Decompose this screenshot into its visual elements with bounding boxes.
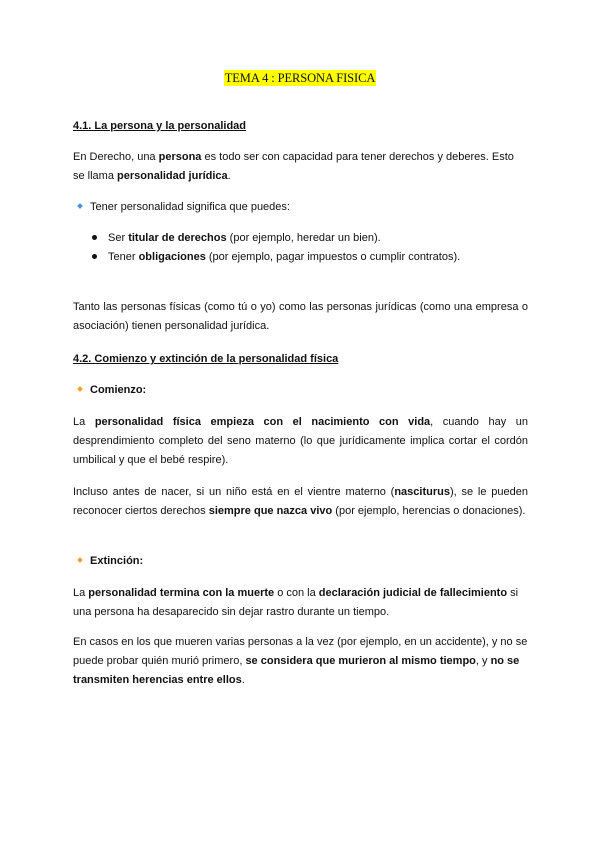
text: En Derecho, una [73,151,159,163]
subheading-extincion [78,552,143,571]
bold-text: siempre que nazca vivo [208,505,333,517]
subheading-text: Comienzo: [90,384,147,396]
text: La [73,416,95,428]
dot-bullet-icon [92,254,97,259]
document-title: TEMA 4 : PERSONA FISICA [224,71,376,85]
bold-text: titular de derechos [128,232,227,244]
text: si una persona ha desaparecido sin dejar rastro durante un tiempo. [73,587,519,618]
text: o con la [274,587,319,599]
paragraph-nacimiento [73,413,528,470]
text: es todo ser con capacidad para tener derechos y deberes. Esto se llama [73,151,514,182]
bold-text: obligaciones [138,251,206,263]
text: . [241,674,245,686]
text: Ser [108,232,129,244]
bold-text: declaración judicial de fallecimiento [318,587,508,599]
bold-text: persona [158,151,202,163]
dot-bullet-icon [92,235,97,240]
diamond-bullet-icon [77,557,83,563]
list-item [92,229,381,248]
paragraph-nasciturus [73,483,528,521]
bold-text: personalidad física empieza con el nacimiento con vida [94,416,431,428]
paragraph-persona [73,148,528,186]
section-heading-4-2: 4.2. Comienzo y extinción de la personalidad física [73,353,339,365]
bullet-personalidad [78,198,290,217]
text: La [73,587,89,599]
text: . [227,170,231,182]
text: ), se le pueden reconocer ciertos derechos [73,486,528,517]
diamond-bullet-icon [77,203,83,209]
paragraph-muerte [73,584,528,622]
bold-text: personalidad termina con la muerte [88,587,275,599]
title-block [0,69,600,87]
bold-text: nasciturus [394,486,450,498]
bullet-text: Tener personalidad significa que puedes: [90,201,290,213]
text: Tener [108,251,139,263]
subheading-comienzo [78,381,146,400]
bold-text: se considera que murieron al mismo tiempo [245,655,476,667]
paragraph-conmoriencia [73,633,528,690]
text: , y [475,655,491,667]
paragraph-personas: Tanto las personas físicas (como tú o yo) como las personas jurídicas (como una empresa o asociación) tienen personalidad jurídica. [73,301,528,332]
text: (por ejemplo, heredar un bien). [226,232,381,244]
text: En casos en los que mueren varias personas a la vez (por ejemplo, en un accidente), y no se puede probar quién murió primero, [73,636,528,667]
list-item [92,248,460,267]
subheading-text: Extinción: [90,555,144,567]
text: Incluso antes de nacer, si un niño está en el vientre materno ( [73,486,395,498]
bold-text: no se transmiten herencias entre ellos [73,655,520,686]
bold-text: personalidad jurídica [117,170,228,182]
text: , cuando hay un desprendimiento completo del seno materno (lo que jurídicamente implica cortar el cordón umbilical y que el bebé respire). [73,416,528,466]
diamond-bullet-icon [77,386,83,392]
text: (por ejemplo, herencias o donaciones). [332,505,526,517]
text: (por ejemplo, pagar impuestos o cumplir contratos). [205,251,461,263]
section-heading-4-1: 4.1. La persona y la personalidad [73,120,247,132]
